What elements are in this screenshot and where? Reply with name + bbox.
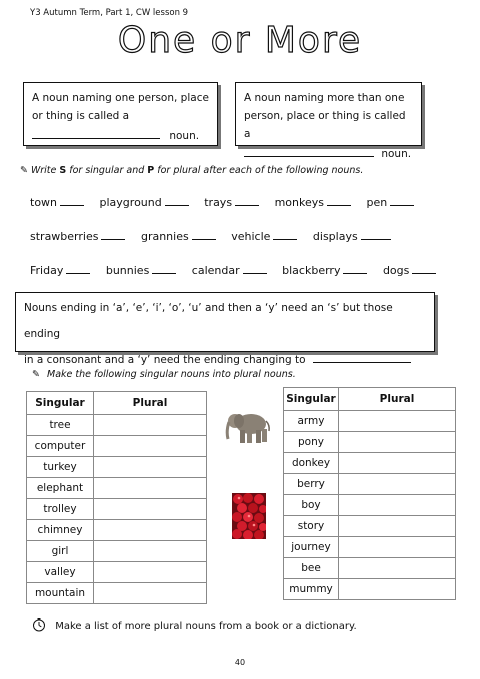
- answer-blank[interactable]: [32, 127, 160, 139]
- singular-cell: boy: [284, 495, 339, 516]
- singular-cell: mountain: [27, 583, 94, 604]
- table-row: [27, 583, 207, 604]
- rule-line: Nouns ending in ‘a’, ‘e’, ‘i’, ‘o’, ‘u’ and then a ‘y’ need an ‘s’ but those ending: [24, 302, 393, 340]
- table-row: [27, 478, 207, 499]
- noun-word: grannies: [140, 230, 189, 243]
- table-row: [284, 495, 456, 516]
- definition-line: A noun naming one person, place: [32, 92, 209, 104]
- singular-cell: army: [284, 411, 339, 432]
- plural-answer-cell[interactable]: [94, 415, 207, 436]
- noun-word: trays: [204, 196, 233, 209]
- singular-cell: donkey: [284, 453, 339, 474]
- singular-cell: bee: [284, 558, 339, 579]
- singular-cell: chimney: [27, 520, 94, 541]
- table-row: [27, 436, 207, 457]
- definition-end: noun.: [381, 148, 412, 160]
- elephant-picture: [225, 409, 273, 445]
- plural-answer-cell[interactable]: [94, 457, 207, 478]
- table-row: [27, 415, 207, 436]
- singular-cell: computer: [27, 436, 94, 457]
- noun-word: pen: [366, 196, 388, 209]
- noun-word: strawberries: [30, 230, 99, 243]
- plural-answer-cell[interactable]: [94, 541, 207, 562]
- plurals-table-right: [283, 387, 456, 600]
- extension-task: Make a list of more plural nouns from a book or a dictionary.: [32, 617, 357, 632]
- plural-answer-cell[interactable]: [94, 562, 207, 583]
- singular-cell: valley: [27, 562, 94, 583]
- answer-blank[interactable]: [60, 195, 84, 206]
- definition-line: A noun naming more than one: [244, 92, 405, 104]
- table-row: [27, 457, 207, 478]
- plural-answer-cell[interactable]: [339, 579, 456, 600]
- answer-blank[interactable]: [192, 229, 216, 240]
- definition-end: noun.: [169, 130, 200, 142]
- answer-blank[interactable]: [66, 263, 90, 274]
- singular-cell: mummy: [284, 579, 339, 600]
- plural-answer-cell[interactable]: [339, 453, 456, 474]
- noun-row: [30, 263, 448, 277]
- definition-line: or thing is called a: [32, 110, 130, 122]
- plural-answer-cell[interactable]: [339, 411, 456, 432]
- singular-cell: girl: [27, 541, 94, 562]
- instruction-singular-plural: ✎ Write S for singular and P for plural after each of the following nouns.: [20, 165, 364, 176]
- definition-line: person, place or thing is called a: [244, 110, 406, 140]
- plural-answer-cell[interactable]: [94, 436, 207, 457]
- page-title: One or More: [117, 20, 363, 61]
- column-header-plural: Plural: [339, 388, 456, 411]
- noun-word: blackberry: [282, 264, 341, 277]
- answer-blank[interactable]: [152, 263, 176, 274]
- answer-blank[interactable]: [273, 229, 297, 240]
- answer-blank[interactable]: [343, 263, 367, 274]
- table-row: [284, 558, 456, 579]
- stopwatch-icon: [32, 617, 46, 632]
- noun-row: [30, 195, 426, 209]
- singular-cell: journey: [284, 537, 339, 558]
- red-berries-picture: [232, 493, 266, 539]
- singular-cell: berry: [284, 474, 339, 495]
- answer-blank[interactable]: [235, 195, 259, 206]
- column-header-plural: Plural: [94, 392, 207, 415]
- singular-definition-box: [23, 82, 218, 146]
- answer-blank[interactable]: [244, 145, 374, 157]
- table-row: [284, 537, 456, 558]
- column-header-singular: Singular: [27, 392, 94, 415]
- table-row: [27, 541, 207, 562]
- answer-blank[interactable]: [243, 263, 267, 274]
- singular-cell: elephant: [27, 478, 94, 499]
- singular-cell: pony: [284, 432, 339, 453]
- singular-cell: trolley: [27, 499, 94, 520]
- answer-blank[interactable]: [327, 195, 351, 206]
- answer-blank[interactable]: [361, 229, 391, 240]
- pencil-icon: ✎: [20, 165, 28, 176]
- table-row: [284, 432, 456, 453]
- answer-blank[interactable]: [390, 195, 414, 206]
- noun-word: bunnies: [105, 264, 150, 277]
- answer-blank[interactable]: [165, 195, 189, 206]
- noun-word: Friday: [30, 264, 64, 277]
- noun-word: vehicle: [231, 230, 271, 243]
- plural-answer-cell[interactable]: [339, 495, 456, 516]
- rule-box: [15, 292, 435, 366]
- singular-cell: turkey: [27, 457, 94, 478]
- noun-word: calendar: [191, 264, 240, 277]
- table-row: [284, 411, 456, 432]
- plurals-table-left: [26, 391, 207, 604]
- answer-blank[interactable]: [313, 351, 411, 363]
- plural-answer-cell[interactable]: [339, 432, 456, 453]
- table-row: [284, 516, 456, 537]
- answer-blank[interactable]: [412, 263, 436, 274]
- plural-answer-cell[interactable]: [94, 520, 207, 541]
- plural-answer-cell[interactable]: [339, 558, 456, 579]
- plural-answer-cell[interactable]: [339, 474, 456, 495]
- singular-cell: tree: [27, 415, 94, 436]
- lesson-label: Y3 Autumn Term, Part 1, CW lesson 9: [30, 8, 189, 18]
- column-header-singular: Singular: [284, 388, 339, 411]
- table-row: [27, 520, 207, 541]
- noun-word: displays: [312, 230, 358, 243]
- noun-word: dogs: [382, 264, 410, 277]
- noun-word: playground: [99, 196, 162, 209]
- plural-answer-cell[interactable]: [94, 499, 207, 520]
- answer-blank[interactable]: [101, 229, 125, 240]
- plural-answer-cell[interactable]: [339, 516, 456, 537]
- table-row: [284, 474, 456, 495]
- plural-answer-cell[interactable]: [94, 478, 207, 499]
- table-row: [27, 562, 207, 583]
- noun-word: town: [30, 196, 58, 209]
- noun-row: [30, 229, 403, 243]
- singular-cell: story: [284, 516, 339, 537]
- noun-word: monkeys: [274, 196, 324, 209]
- rule-line: in a consonant and a ‘y’ need the ending changing to: [24, 354, 306, 366]
- table-row: [27, 499, 207, 520]
- plural-definition-box: [235, 82, 422, 160]
- pencil-icon: ✎: [32, 369, 40, 380]
- table-row: [284, 579, 456, 600]
- page-number: 40: [234, 658, 246, 667]
- plural-answer-cell[interactable]: [339, 537, 456, 558]
- instruction-make-plural: ✎ Make the following singular nouns into plural nouns.: [32, 369, 296, 380]
- plural-answer-cell[interactable]: [94, 583, 207, 604]
- table-row: [284, 453, 456, 474]
